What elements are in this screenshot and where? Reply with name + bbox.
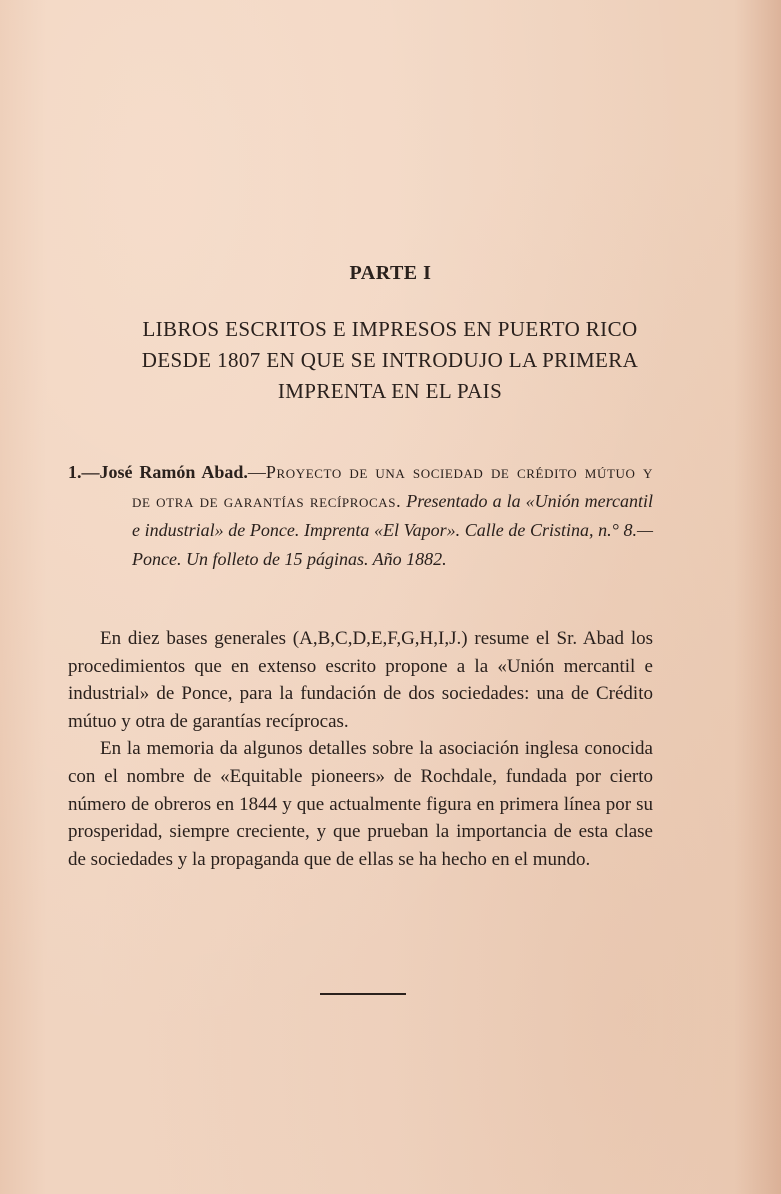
section-heading-line: IMPRENTA EN EL PAIS xyxy=(277,379,503,403)
entry-number: 1.— xyxy=(68,462,100,482)
paragraph: En la memoria da algunos detalles sobre la asociación inglesa conocida con el nombre de «Equitable pioneers» de Rochdale, fundada por cierto número de obreros en 1844 y que actualmente figura en primera línea por su prosperidad, siempre creciente, y que prueban la importancia de esta clase de sociedades y la propaganda que de ellas se ha hecho en el mundo. xyxy=(68,738,653,870)
paragraph: En diez bases generales (A,B,C,D,E,F,G,H,I,J.) resume el Sr. Abad los procedimientos que en extenso escrito propone a la «Unión mercantil e industrial» de Ponce, para la fundación de dos sociedades: una de Crédito mútuo y otra de garantías recíprocas. xyxy=(68,628,653,732)
section-heading-line: LIBROS ESCRITOS E IMPRESOS EN PUERTO RICO xyxy=(142,317,638,341)
bibliography-entry xyxy=(68,458,653,574)
entry-description xyxy=(68,625,653,873)
section-divider xyxy=(320,993,406,995)
entry-details: Presentado a la «Unión mercantil e industrial» de Ponce. Imprenta «El Vapor». Calle de Cristina, n.° 8.—Ponce. Un folleto de 15 páginas. Año 1882. xyxy=(132,491,654,569)
entry-author: José Ramón Abad. xyxy=(99,462,248,482)
part-title: PARTE I xyxy=(349,262,432,284)
section-heading-line: DESDE 1807 EN QUE SE INTRODUJO LA PRIMERA xyxy=(141,348,639,372)
entry-title: Proyecto de una sociedad de crédito mútuo y de otra de garantías recíprocas. xyxy=(132,462,653,511)
entry-block xyxy=(68,458,653,574)
entry-dash: — xyxy=(247,462,266,482)
section-heading xyxy=(40,314,740,407)
